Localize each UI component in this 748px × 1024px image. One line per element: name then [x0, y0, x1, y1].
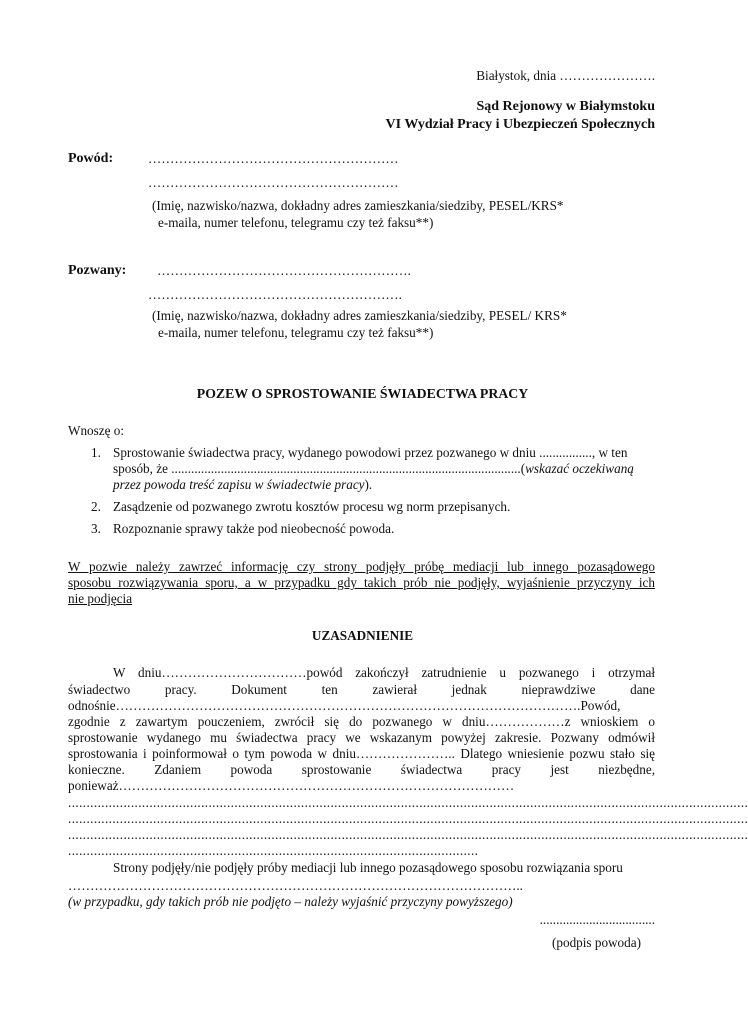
plaintiff-label: Powód: [68, 151, 114, 166]
mediation-note-line-3: nie podjęcia [68, 591, 133, 606]
dotted-line-2: ........................................................................................................................................................................................ [68, 811, 748, 826]
mediation-statement-line-1: Strony podjęły/nie podjęły próby mediacji lub innego pozasądowego sposobu rozwiązania sporu [113, 860, 623, 875]
justification-line-4: zgodnie z zawartym pouczeniem, zwrócił się do pozwanego w dniu………………z wnioskiem o [68, 714, 655, 729]
request-item-1-number: 1. [91, 445, 101, 460]
request-item-1-line-2: sposób, że ..........................................................................................................(wskazać oczekiwaną [113, 461, 634, 476]
request-item-2-number: 2. [91, 499, 101, 514]
plaintiff-line-1: ………………………………………………… [148, 151, 399, 166]
justification-line-1: W dniu……………………………powód zakończył zatrudnienie u pozwanego i otrzymał [113, 665, 655, 680]
mediation-statement-hint: (w przypadku, gdy takich prób nie podjęto – należy wyjaśnić przyczyny powyższego) [68, 894, 513, 909]
mediation-statement-line-2: ………………………………………………………………………………………….. [68, 878, 523, 893]
request-item-1-line-1: Sprostowanie świadectwa pracy, wydanego powodowi przez pozwanego w dniu ................, w ten [113, 445, 628, 460]
defendant-line-2: …………………………………………………. [148, 287, 402, 302]
court-name: Sąd Rejonowy w Białymstoku [476, 99, 655, 114]
requests-intro: Wnoszę o: [68, 423, 125, 438]
signature-line: ................................... [539, 912, 655, 927]
justification-heading: UZASADNIENIE [311, 628, 414, 643]
signature-label: (podpis powoda) [551, 935, 641, 950]
defendant-line-1: …………………………………………………. [157, 263, 411, 278]
dotted-line-1: ........................................................................................................................................................................................ [68, 795, 748, 810]
document-title: POZEW O SPROSTOWANIE ŚWIADECTWA PRACY [196, 386, 529, 401]
justification-line-3: odnośnie…………………………………………………………………………………………….Powód, [68, 698, 621, 713]
mediation-note-line-1: W pozwie należy zawrzeć informację czy strony podjęły próbę mediacji lub innego pozasądowego [68, 559, 655, 574]
dotted-line-3: ........................................................................................................................................................................................ [68, 827, 748, 842]
plaintiff-hint-1: (Imię, nazwisko/nazwa, dokładny adres zamieszkania/siedziby, PESEL/KRS* [152, 198, 564, 213]
justification-line-5: sprostowanie wydanego mu świadectwa pracy we wskazanym powyżej zakresie. Pozwany odmówił [68, 730, 655, 745]
justification-line-7: konieczne. Zdaniem powoda sprostowanie świadectwa pracy jest niezbędne, [68, 762, 655, 777]
plaintiff-line-2: ………………………………………………… [148, 175, 399, 190]
defendant-hint-1: (Imię, nazwisko/nazwa, dokładny adres zamieszkania/siedziby, PESEL/ KRS* [152, 308, 567, 323]
justification-line-8: ponieważ……………………………………………………………………………… [68, 778, 515, 793]
request-item-1-line-3: przez powoda treść zapisu w świadectwie pracy). [113, 477, 373, 492]
defendant-hint-2: e-maila, numer telefonu, telegramu czy też faksu**) [158, 325, 434, 340]
place-date: Białystok, dnia …………………. [476, 68, 655, 83]
request-item-2-text: Zasądzenie od pozwanego zwrotu kosztów procesu wg norm przepisanych. [113, 499, 511, 514]
court-division: VI Wydział Pracy i Ubezpieczeń Społecznych [385, 117, 655, 132]
plaintiff-hint-2: e-maila, numer telefonu, telegramu czy też faksu**) [158, 215, 434, 230]
defendant-label: Pozwany: [68, 263, 127, 278]
dotted-line-4: ............................................................................................................... [68, 843, 479, 858]
justification-line-2: świadectwo pracy. Dokument ten zawierał jednak nieprawdziwe dane [68, 682, 655, 697]
justification-line-6: sprostowania i poinformował o tym powoda w dniu………………….. Dlatego wniesienie pozwu stało się [68, 746, 655, 761]
request-item-3-number: 3. [91, 521, 101, 536]
mediation-note-line-2: sposobu rozwiązywania sporu, a w przypadku gdy takich prób nie podjęły, wyjaśnienie przyczyny ich [68, 575, 655, 590]
request-item-3-text: Rozpoznanie sprawy także pod nieobecność powoda. [113, 521, 395, 536]
